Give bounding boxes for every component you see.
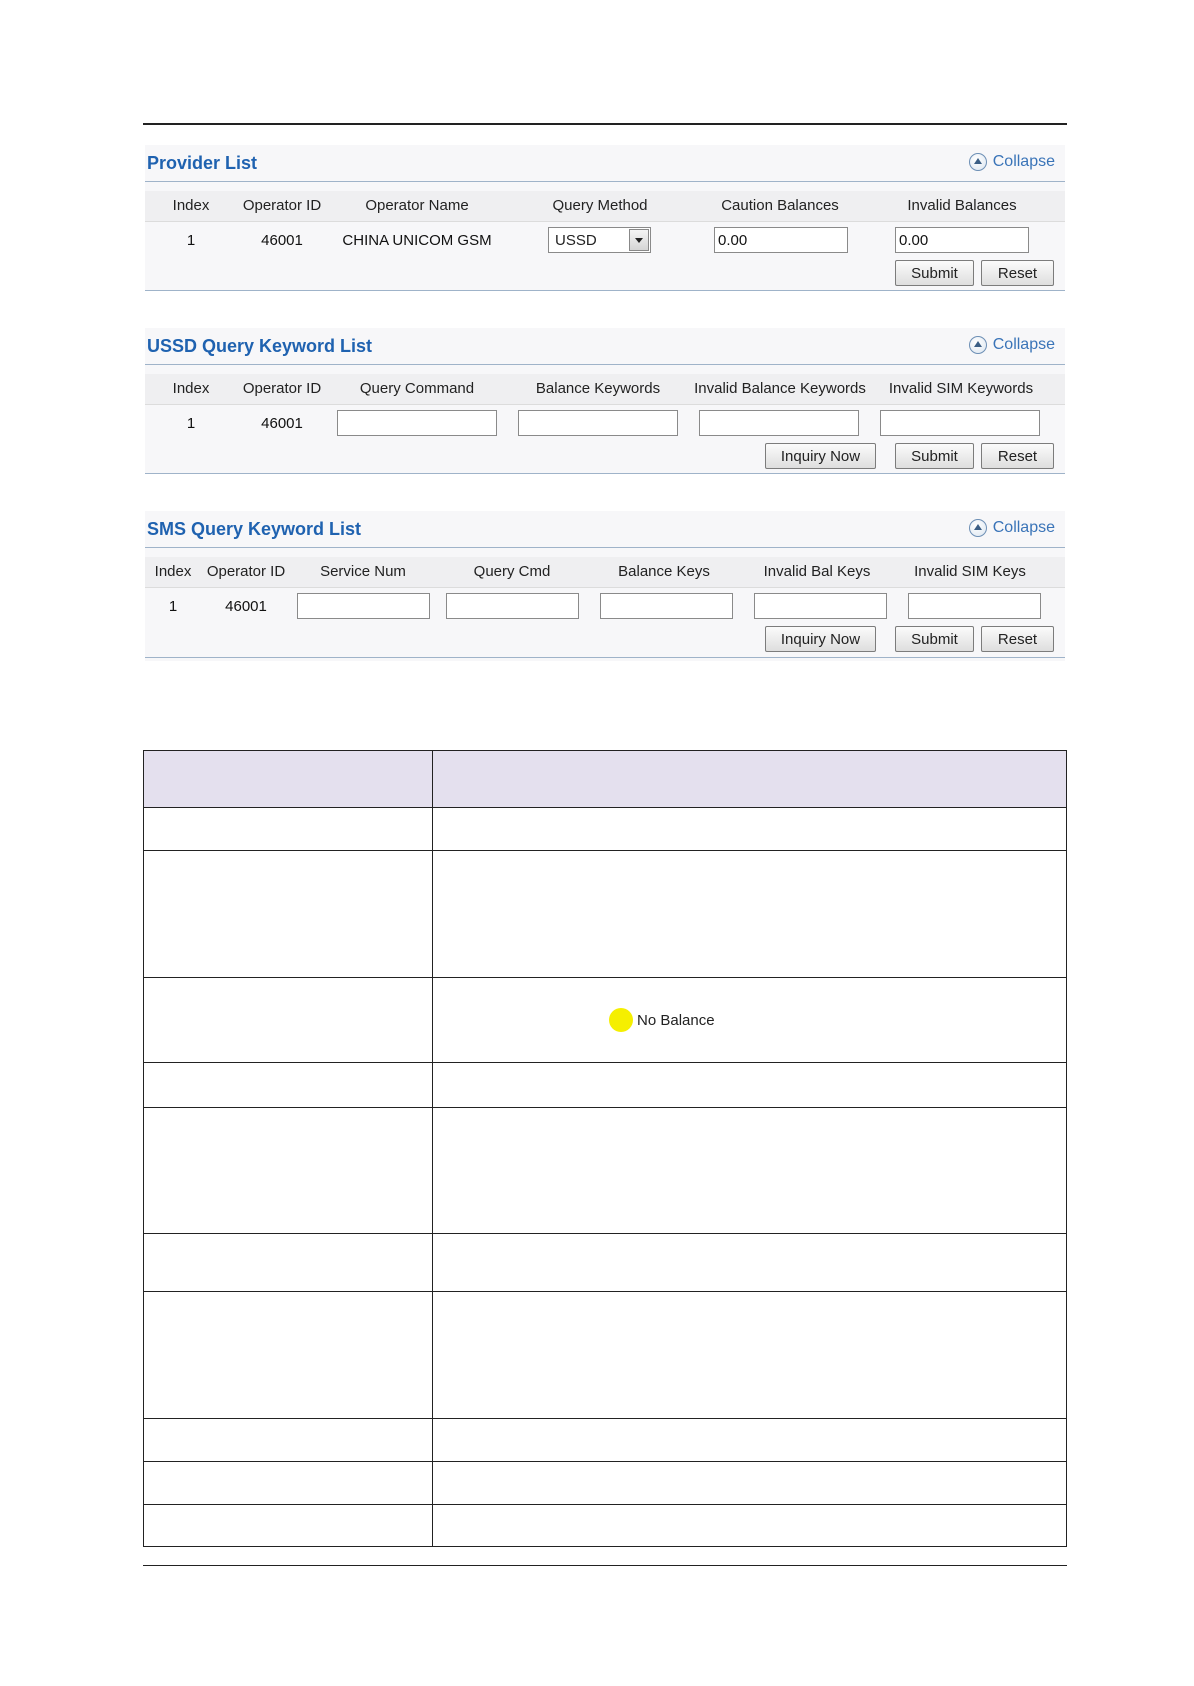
table-cell: [433, 1234, 1067, 1292]
table-row: [144, 1419, 1067, 1462]
sms-reset-button[interactable]: Reset: [981, 626, 1054, 652]
service-num-input[interactable]: [297, 593, 430, 619]
sms-collapse-link[interactable]: [969, 519, 1055, 537]
table-row: [144, 1063, 1067, 1108]
table-cell: [433, 1419, 1067, 1462]
table-row: [144, 1234, 1067, 1292]
ussd-table-header: [145, 374, 1065, 405]
sms-row-index: 1: [168, 598, 178, 615]
sms-inquiry-now-button[interactable]: Inquiry Now: [765, 626, 876, 652]
sms-title: SMS Query Keyword List: [147, 519, 362, 539]
sms-keyword-panel: [145, 511, 1065, 661]
provider-row-operator-id: 46001: [261, 232, 303, 249]
table-header-row: [144, 751, 1067, 808]
table-row: [144, 1462, 1067, 1505]
table-cell: [144, 1234, 433, 1292]
ussd-inquiry-now-button[interactable]: Inquiry Now: [765, 443, 876, 469]
col-index: Index: [172, 197, 210, 214]
invalid-sim-keywords-input[interactable]: [880, 410, 1040, 436]
balance-keywords-input[interactable]: [518, 410, 678, 436]
query-method-select[interactable]: [548, 227, 651, 253]
table-row: [144, 1505, 1067, 1547]
collapse-icon: [969, 336, 987, 354]
collapse-icon: [969, 153, 987, 171]
collapse-label: Collapse: [992, 519, 1055, 536]
col-query-cmd: Query Cmd: [473, 563, 551, 580]
ussd-keyword-panel: [145, 328, 1065, 473]
col-caution-balances: Caution Balances: [721, 197, 839, 214]
table-row: [144, 1292, 1067, 1419]
balance-keys-input[interactable]: [600, 593, 733, 619]
provider-row-operator-name: CHINA UNICOM GSM: [342, 232, 492, 249]
provider-list-panel: [145, 145, 1065, 290]
collapse-icon: [969, 519, 987, 537]
table-cell: [433, 1108, 1067, 1234]
sms-submit-button[interactable]: Submit: [895, 626, 974, 652]
table-cell: [144, 978, 433, 1063]
provider-submit-button[interactable]: Submit: [895, 260, 974, 286]
table-cell: [144, 1419, 433, 1462]
sms-table-header: [145, 557, 1065, 588]
ussd-submit-button[interactable]: Submit: [895, 443, 974, 469]
provider-list-header: [145, 145, 1065, 182]
table-cell: [433, 978, 1067, 1063]
status-label: No Balance: [637, 1011, 715, 1029]
col-query-command: Query Command: [359, 380, 475, 397]
bottom-rule: [143, 1565, 1067, 1566]
table-cell: [433, 808, 1067, 851]
ussd-row-operator-id: 46001: [261, 415, 303, 432]
table-cell: [433, 1292, 1067, 1419]
provider-list-title: Provider List: [147, 153, 258, 173]
col-operator-name: Operator Name: [365, 197, 469, 214]
table-cell: [433, 1462, 1067, 1505]
col-index: Index: [172, 380, 210, 397]
col-operator-id: Operator ID: [242, 197, 322, 214]
ussd-header: [145, 328, 1065, 365]
col-operator-id: Operator ID: [242, 380, 322, 397]
col-balance-keys: Balance Keys: [618, 563, 710, 580]
table-row: [144, 851, 1067, 978]
table-cell: [144, 1462, 433, 1505]
status-indicator: [433, 1008, 1066, 1032]
invalid-balance-keywords-input[interactable]: [699, 410, 859, 436]
collapse-label: Collapse: [992, 336, 1055, 353]
query-command-input[interactable]: [337, 410, 497, 436]
col-invalid-balance-keywords: Invalid Balance Keywords: [694, 380, 866, 397]
table-cell: [433, 751, 1067, 808]
top-rule: [143, 123, 1067, 125]
ussd-title: USSD Query Keyword List: [147, 336, 373, 356]
col-invalid-sim-keys: Invalid SIM Keys: [914, 563, 1026, 580]
sms-divider: [145, 657, 1065, 658]
col-balance-keywords: Balance Keywords: [535, 380, 661, 397]
caution-balance-input[interactable]: [714, 227, 848, 253]
col-service-num: Service Num: [320, 563, 406, 580]
collapse-label: Collapse: [992, 153, 1055, 170]
description-table: [143, 750, 1067, 1547]
ussd-divider: [145, 473, 1065, 474]
table-cell: [144, 851, 433, 978]
yellow-status-dot-icon: [609, 1008, 633, 1032]
provider-collapse-link[interactable]: [969, 153, 1055, 171]
sms-row-operator-id: 46001: [225, 598, 267, 615]
table-row: [144, 978, 1067, 1063]
col-invalid-balances: Invalid Balances: [907, 197, 1017, 214]
col-invalid-bal-keys: Invalid Bal Keys: [763, 563, 871, 580]
invalid-bal-keys-input[interactable]: [754, 593, 887, 619]
query-cmd-input[interactable]: [446, 593, 579, 619]
table-cell: [433, 1063, 1067, 1108]
col-invalid-sim-keywords: Invalid SIM Keywords: [888, 380, 1034, 397]
sms-header: [145, 511, 1065, 548]
ussd-collapse-link[interactable]: [969, 336, 1055, 354]
table-cell: [144, 1063, 433, 1108]
table-row: [144, 808, 1067, 851]
table-cell: [144, 1108, 433, 1234]
ussd-reset-button[interactable]: Reset: [981, 443, 1054, 469]
col-index: Index: [154, 563, 192, 580]
table-row: [144, 1108, 1067, 1234]
col-query-method: Query Method: [552, 197, 648, 214]
provider-divider: [145, 290, 1065, 291]
table-cell: [433, 1505, 1067, 1547]
invalid-sim-keys-input[interactable]: [908, 593, 1041, 619]
table-cell: [144, 808, 433, 851]
provider-row-index: 1: [186, 232, 196, 249]
invalid-balance-input[interactable]: [895, 227, 1029, 253]
provider-reset-button[interactable]: Reset: [981, 260, 1054, 286]
chevron-down-icon[interactable]: [629, 229, 649, 251]
query-method-value: USSD: [555, 232, 597, 249]
ussd-row-index: 1: [186, 415, 196, 432]
provider-table-header: [145, 191, 1065, 222]
table-cell: [144, 1292, 433, 1419]
table-cell: [144, 1505, 433, 1547]
table-cell: [144, 751, 433, 808]
table-cell: [433, 851, 1067, 978]
col-operator-id: Operator ID: [206, 563, 286, 580]
